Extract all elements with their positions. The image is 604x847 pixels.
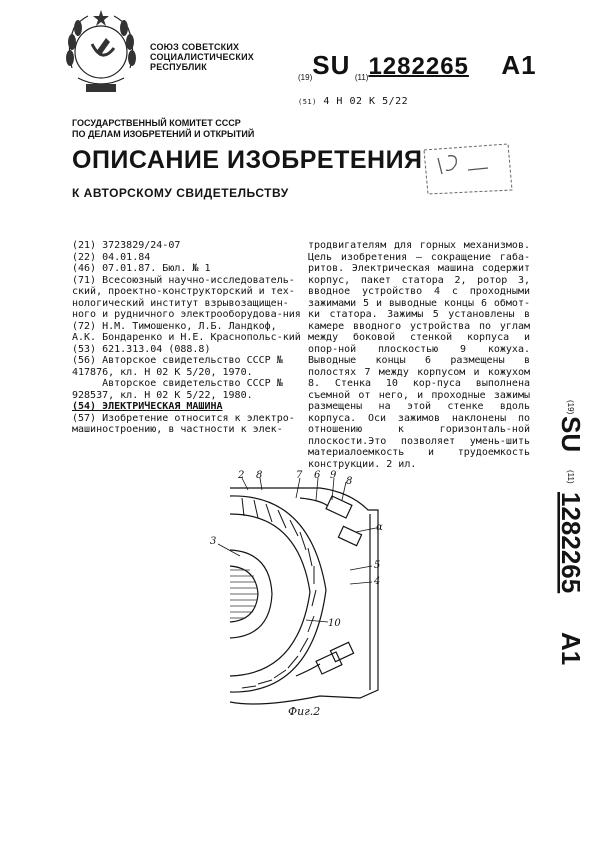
committee xyxy=(72,118,254,140)
union-line-1: СОЮЗ СОВЕТСКИХ xyxy=(150,42,240,52)
biblio-22: (22) 04.01.84 xyxy=(72,251,151,263)
document-subtitle: К АВТОРСКОМУ СВИДЕТЕЛЬСТВУ xyxy=(72,186,289,200)
label-2: 2 xyxy=(238,470,245,481)
patent-number: 1282265 xyxy=(368,53,469,80)
vertical-code-19: (19) xyxy=(566,400,575,415)
label-7: 7 xyxy=(296,470,303,481)
vertical-number: 1282265 xyxy=(556,492,586,594)
label-4: 4 xyxy=(374,576,381,587)
ussr-emblem xyxy=(58,8,144,98)
committee-line-1: ГОСУДАРСТВЕННЫЙ КОМИТЕТ СССР xyxy=(72,118,241,128)
biblio-46: (46) 07.01.87. Бюл. № 1 xyxy=(72,263,211,274)
vertical-code-11: (11) xyxy=(566,470,575,484)
handwritten-stamp xyxy=(418,140,516,198)
code-11: (11) xyxy=(354,73,369,82)
patent-header xyxy=(298,50,537,81)
biblio-56a: (56) Авторское свидетельство СССР № 417876, кл. Н 02 К 5/20, 1970. xyxy=(72,355,289,378)
ipc-value: 4 Н 02 К 5/22 xyxy=(323,96,409,107)
biblio-72: (72) Н.М. Тимошенко, Л.Б. Ландкоф, А.К. Бондаренко и Н.Е. Краснопольс-кий xyxy=(72,320,301,343)
country-code: SU xyxy=(312,50,351,80)
label-8: 8 xyxy=(256,470,263,481)
union-line-3: РЕСПУБЛИК xyxy=(150,62,207,72)
abstract-text: тродвигателям для горных механизмов. Цель изобретения – сокращение габа-ритов. Электрическая машина содержит корпус, пакет статора 2, ротор 3, вводное устройство 4 с проходными зажимами 5 и выводные концы 6 обмот-ки статора. Зажимы 5 установлены в камере вводного устройства по углам между боковой стенкой корпуса и опор-ной плоскостью 9 кожуха. Выводные концы 6 размещены в полостях 7 между корпусом и кожухом 8. Стенка 10 кор-пуса выполнена съемной от него, и проходные зажимы размещены на этой стенке вдоль корпуса. Оси зажимов наклонены по отношению к горизонталь-ной плоскости.Это позволяет умень-шить материалоемкость и трудоемкость конструкции. 2 ил. xyxy=(308,240,530,470)
biblio-54: (54) ЭЛЕКТРИЧЕСКАЯ МАШИНА xyxy=(72,401,223,412)
biblio-56b: Авторское свидетельство СССР № 928537, кл. Н 02 К 5/22, 1980. xyxy=(72,378,289,401)
vertical-patent-number xyxy=(528,400,588,680)
vertical-country: SU xyxy=(556,416,586,453)
union-name xyxy=(150,42,254,72)
ipc-class xyxy=(298,96,408,107)
code-19: (19) xyxy=(298,73,313,82)
label-10: 10 xyxy=(328,618,341,629)
document-title: ОПИСАНИЕ ИЗОБРЕТЕНИЯ xyxy=(72,146,423,174)
label-9: 9 xyxy=(330,470,337,481)
biblio-53: (53) 621.313.04 (088.8) xyxy=(72,343,211,355)
biblio-57: (57) Изобретение относится к электро-машиностроению, в частности к элек- xyxy=(72,412,295,435)
vertical-kind: A1 xyxy=(556,632,586,666)
label-3: 3 xyxy=(210,536,217,547)
figure-drawing xyxy=(200,470,390,720)
kind-code: A1 xyxy=(501,50,537,80)
biblio-21: (21) 3723829/24-07 xyxy=(72,240,181,251)
figure-caption: Фиг.2 xyxy=(288,705,321,718)
union-line-2: СОЦИАЛИСТИЧЕСКИХ xyxy=(150,52,254,62)
label-6: 6 xyxy=(314,470,321,481)
code-51: (51) xyxy=(298,98,317,106)
committee-line-2: ПО ДЕЛАМ ИЗОБРЕТЕНИЙ И ОТКРЫТИЙ xyxy=(72,129,255,139)
label-8b: 8 xyxy=(346,476,353,487)
label-5: 5 xyxy=(374,560,381,571)
label-alpha: α xyxy=(376,522,383,533)
bibliographic-data xyxy=(72,240,302,436)
biblio-71: (71) Всесоюзный научно-исследователь-ский, проектно-конструкторский и тех-нологический институт взрывозащищен-ного и рудничного электрооборудова-ния xyxy=(72,274,301,320)
